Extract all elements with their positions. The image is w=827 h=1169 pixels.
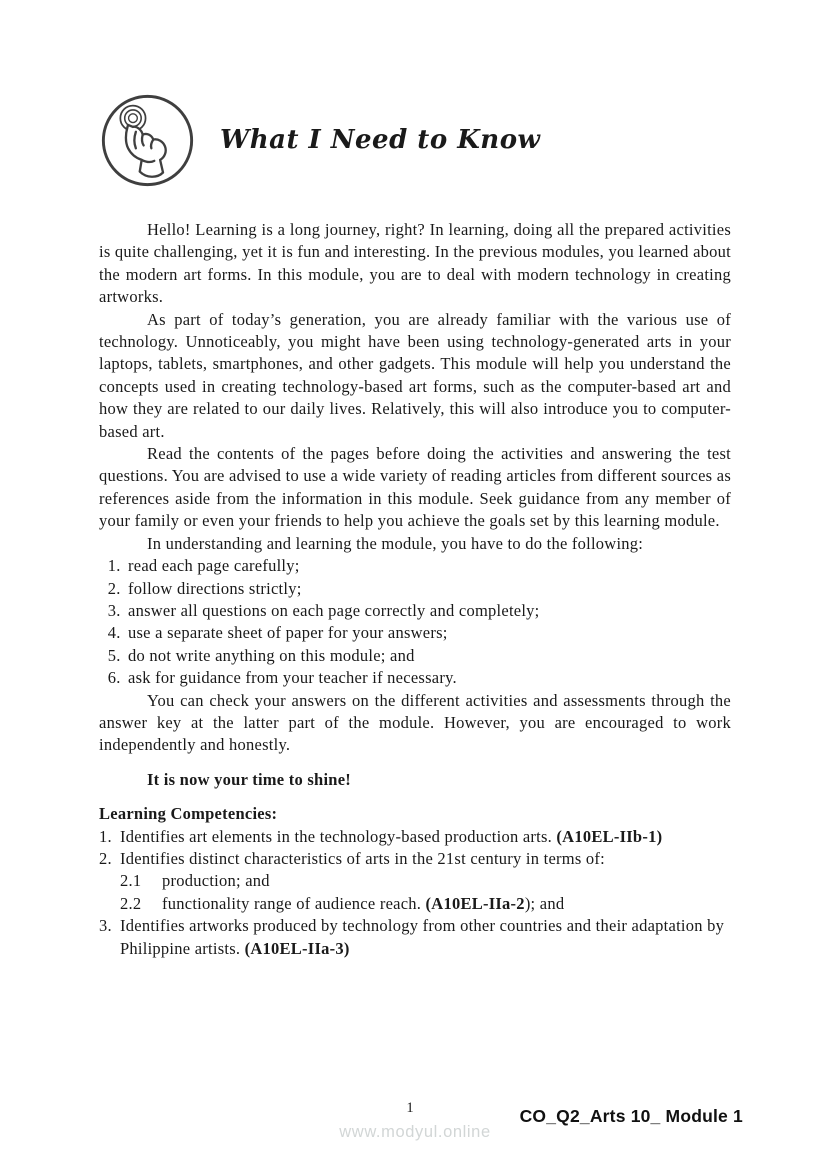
section-header: [99, 92, 731, 189]
shine-line: It is now your time to shine!: [147, 769, 352, 789]
paragraph-read-contents: Read the contents of the pages before doing the activities and answering the test questions. You are advised to use a wide variety of reading articles from different sources as references aside from the information in this module. Seek guidance from any member of your family or even your friends to help you achieve the goals set by this learning module.: [99, 444, 731, 531]
competency-code: (A10EL-IIa-3): [244, 938, 350, 958]
module-label: CO_Q2_Arts 10_ Module 1: [519, 1106, 743, 1126]
paragraph-generation: As part of today’s generation, you are already familiar with the various use of technology. Unnoticeably, you might have been using technology-generated arts in your laptops, tablets, smartphones, and other gadgets. This module will help you understand the concepts used in creating technology-based art forms, such as the computer-based art and how they are related to our daily lives. Relatively, this will also introduce you to computer- based art.: [99, 309, 731, 441]
competency-item: [99, 826, 731, 848]
competency-sub-number: 2.2: [120, 893, 142, 913]
page-title: What I Need to Know: [220, 125, 541, 156]
competency-sub-text: functionality range of audience reach. (A10EL-IIa-2); and: [162, 893, 565, 913]
page-number: 1: [406, 1100, 414, 1116]
competency-subitem: [120, 893, 731, 915]
competency-number: 1.: [99, 826, 112, 846]
page-content: [99, 92, 731, 960]
paragraph-hello: Hello! Learning is a long journey, right? In learning, doing all the prepared activities is quite challenging, yet it is fun and interesting. In the previous modules, you learned about the modern art forms. In this module, you are to deal with modern technology in creating artworks.: [99, 220, 731, 307]
instructions-intro: In understanding and learning the module, you have to do the following:: [147, 533, 644, 553]
instruction-item: 3. answer all questions on each page correctly and completely;: [125, 600, 731, 622]
instruction-item: 5. do not write anything on this module; and: [125, 645, 731, 667]
instruction-item: 2. follow directions strictly;: [125, 578, 731, 600]
instruction-item: 1. read each page carefully;: [125, 555, 731, 577]
competency-number: 2.: [99, 848, 112, 868]
competency-sub-text: production; and: [162, 871, 270, 891]
competency-subitem: [120, 870, 731, 892]
instruction-item: 4. use a separate sheet of paper for your answers;: [125, 622, 731, 644]
instructions-list: [99, 555, 731, 689]
competency-text: Identifies art elements in the technology-based production arts. (A10EL-IIb-1): [120, 826, 663, 846]
competencies-list: [99, 826, 731, 960]
watermark: www.modyul.online: [339, 1123, 491, 1141]
competency-number: 3.: [99, 916, 112, 936]
instruction-item: 6. ask for guidance from your teacher if necessary.: [125, 667, 731, 689]
competency-code: (A10EL-IIb-1): [556, 826, 663, 846]
competency-code: (A10EL-IIa-2: [425, 893, 525, 913]
competency-item: [99, 915, 731, 960]
competency-text: Identifies distinct characteristics of arts in the 21st century in terms of:: [120, 848, 605, 868]
competencies-heading: Learning Competencies:: [99, 804, 278, 824]
paragraph-answer-key: You can check your answers on the different activities and assessments through the answer key at the latter part of the module. However, you are encouraged to work independently and honestly.: [99, 690, 731, 755]
competency-text: Identifies artworks produced by technology from other countries and their adaptation by Philippine artists. (A10EL-IIa-3): [120, 916, 725, 958]
competency-item: [99, 848, 731, 870]
competency-sub-number: 2.1: [120, 871, 142, 891]
touch-tap-icon: [99, 92, 196, 189]
